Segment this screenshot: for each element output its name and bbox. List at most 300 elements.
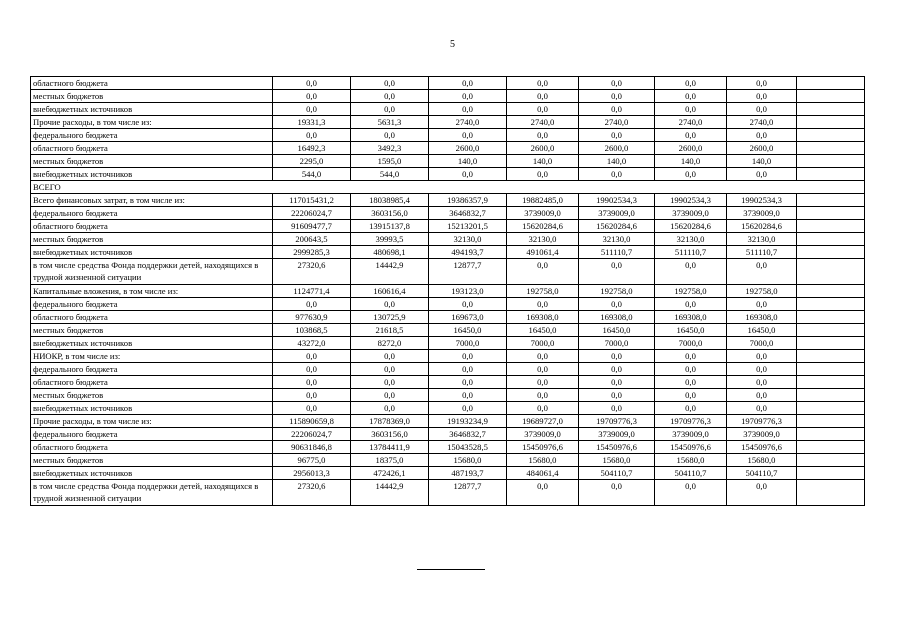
row-label: областного бюджета xyxy=(31,142,273,155)
value-cell: 19709776,3 xyxy=(655,415,727,428)
value-cell: 0,0 xyxy=(273,90,351,103)
value-cell: 544,0 xyxy=(273,168,351,181)
value-cell: 0,0 xyxy=(429,389,507,402)
value-cell: 39993,5 xyxy=(351,233,429,246)
value-cell: 0,0 xyxy=(351,77,429,90)
value-cell: 0,0 xyxy=(727,376,797,389)
value-cell: 91609477,7 xyxy=(273,220,351,233)
value-cell: 0,0 xyxy=(507,259,579,285)
row-label: внебюджетных источников xyxy=(31,337,273,350)
table-row xyxy=(31,441,865,454)
value-cell: 130725,9 xyxy=(351,311,429,324)
value-cell: 0,0 xyxy=(429,77,507,90)
value-cell: 13915137,8 xyxy=(351,220,429,233)
value-cell: 0,0 xyxy=(655,168,727,181)
value-cell: 90631846,8 xyxy=(273,441,351,454)
value-cell: 15450976,6 xyxy=(507,441,579,454)
table-row xyxy=(31,402,865,415)
value-cell: 0,0 xyxy=(351,402,429,415)
value-cell: 0,0 xyxy=(727,259,797,285)
value-cell: 2600,0 xyxy=(655,142,727,155)
value-cell: 0,0 xyxy=(579,402,655,415)
value-cell: 0,0 xyxy=(429,168,507,181)
value-cell: 0,0 xyxy=(655,363,727,376)
row-label: внебюджетных источников xyxy=(31,246,273,259)
value-cell: 3492,3 xyxy=(351,142,429,155)
empty-cell xyxy=(797,259,865,285)
value-cell: 3739009,0 xyxy=(655,207,727,220)
row-label: внебюджетных источников xyxy=(31,402,273,415)
value-cell: 160616,4 xyxy=(351,285,429,298)
value-cell: 0,0 xyxy=(579,363,655,376)
table-row xyxy=(31,207,865,220)
table-row xyxy=(31,311,865,324)
row-label: областного бюджета xyxy=(31,376,273,389)
value-cell: 480698,1 xyxy=(351,246,429,259)
value-cell: 15620284,6 xyxy=(579,220,655,233)
value-cell: 2740,0 xyxy=(579,116,655,129)
value-cell: 15450976,6 xyxy=(655,441,727,454)
row-label: федерального бюджета xyxy=(31,207,273,220)
empty-cell xyxy=(797,415,865,428)
value-cell: 0,0 xyxy=(727,402,797,415)
value-cell: 0,0 xyxy=(655,402,727,415)
value-cell: 0,0 xyxy=(727,90,797,103)
row-label: федерального бюджета xyxy=(31,428,273,441)
value-cell: 7000,0 xyxy=(429,337,507,350)
value-cell: 0,0 xyxy=(655,480,727,506)
value-cell: 0,0 xyxy=(727,480,797,506)
empty-cell xyxy=(797,311,865,324)
row-label: Прочие расходы, в том числе из: xyxy=(31,116,273,129)
value-cell: 32130,0 xyxy=(727,233,797,246)
value-cell: 15680,0 xyxy=(727,454,797,467)
value-cell: 0,0 xyxy=(351,90,429,103)
empty-cell xyxy=(797,168,865,181)
row-label: местных бюджетов xyxy=(31,389,273,402)
value-cell: 140,0 xyxy=(579,155,655,168)
value-cell: 43272,0 xyxy=(273,337,351,350)
row-label: Капитальные вложения, в том числе из: xyxy=(31,285,273,298)
value-cell: 0,0 xyxy=(579,350,655,363)
value-cell: 0,0 xyxy=(579,376,655,389)
value-cell: 2999285,3 xyxy=(273,246,351,259)
value-cell: 3739009,0 xyxy=(507,207,579,220)
value-cell: 0,0 xyxy=(351,298,429,311)
value-cell: 18038985,4 xyxy=(351,194,429,207)
value-cell: 7000,0 xyxy=(727,337,797,350)
value-cell: 504110,7 xyxy=(655,467,727,480)
empty-cell xyxy=(797,90,865,103)
value-cell: 192758,0 xyxy=(727,285,797,298)
value-cell: 19882485,0 xyxy=(507,194,579,207)
value-cell: 0,0 xyxy=(507,168,579,181)
value-cell: 0,0 xyxy=(579,480,655,506)
row-label: в том числе средства Фонда поддержки детей, находящихся в трудной жизненной ситуации xyxy=(31,259,273,285)
row-label: внебюджетных источников xyxy=(31,103,273,116)
value-cell: 200643,5 xyxy=(273,233,351,246)
section-row xyxy=(31,181,865,194)
value-cell: 2740,0 xyxy=(429,116,507,129)
value-cell: 19709776,3 xyxy=(579,415,655,428)
value-cell: 0,0 xyxy=(507,376,579,389)
value-cell: 0,0 xyxy=(507,103,579,116)
empty-cell xyxy=(797,155,865,168)
empty-cell xyxy=(797,376,865,389)
value-cell: 0,0 xyxy=(273,129,351,142)
value-cell: 19709776,3 xyxy=(727,415,797,428)
value-cell: 0,0 xyxy=(655,298,727,311)
table-row xyxy=(31,142,865,155)
value-cell: 3739009,0 xyxy=(655,428,727,441)
value-cell: 484061,4 xyxy=(507,467,579,480)
value-cell: 494193,7 xyxy=(429,246,507,259)
value-cell: 472426,1 xyxy=(351,467,429,480)
value-cell: 15680,0 xyxy=(579,454,655,467)
value-cell: 32130,0 xyxy=(429,233,507,246)
row-label: федерального бюджета xyxy=(31,363,273,376)
value-cell: 16450,0 xyxy=(429,324,507,337)
value-cell: 3603156,0 xyxy=(351,428,429,441)
value-cell: 22206024,7 xyxy=(273,428,351,441)
footnote-divider xyxy=(417,569,485,570)
value-cell: 0,0 xyxy=(727,168,797,181)
value-cell: 140,0 xyxy=(727,155,797,168)
value-cell: 96775,0 xyxy=(273,454,351,467)
empty-cell xyxy=(797,337,865,350)
value-cell: 0,0 xyxy=(351,389,429,402)
value-cell: 0,0 xyxy=(273,298,351,311)
value-cell: 19689727,0 xyxy=(507,415,579,428)
row-label: местных бюджетов xyxy=(31,454,273,467)
value-cell: 3739009,0 xyxy=(579,428,655,441)
row-label: федерального бюджета xyxy=(31,129,273,142)
empty-cell xyxy=(797,389,865,402)
value-cell: 3646832,7 xyxy=(429,207,507,220)
empty-cell xyxy=(797,363,865,376)
value-cell: 16492,3 xyxy=(273,142,351,155)
value-cell: 13784411,9 xyxy=(351,441,429,454)
value-cell: 0,0 xyxy=(727,298,797,311)
value-cell: 504110,7 xyxy=(579,467,655,480)
value-cell: 2600,0 xyxy=(507,142,579,155)
empty-cell xyxy=(797,298,865,311)
value-cell: 0,0 xyxy=(579,90,655,103)
value-cell: 16450,0 xyxy=(507,324,579,337)
value-cell: 0,0 xyxy=(655,103,727,116)
row-label: местных бюджетов xyxy=(31,90,273,103)
value-cell: 2600,0 xyxy=(429,142,507,155)
value-cell: 0,0 xyxy=(655,90,727,103)
value-cell: 115890659,8 xyxy=(273,415,351,428)
value-cell: 2600,0 xyxy=(579,142,655,155)
table-row xyxy=(31,467,865,480)
value-cell: 14442,9 xyxy=(351,480,429,506)
value-cell: 192758,0 xyxy=(655,285,727,298)
value-cell: 0,0 xyxy=(727,389,797,402)
value-cell: 192758,0 xyxy=(579,285,655,298)
value-cell: 0,0 xyxy=(579,259,655,285)
value-cell: 2740,0 xyxy=(727,116,797,129)
value-cell: 511110,7 xyxy=(579,246,655,259)
value-cell: 8272,0 xyxy=(351,337,429,350)
value-cell: 0,0 xyxy=(429,298,507,311)
value-cell: 487193,7 xyxy=(429,467,507,480)
value-cell: 169673,0 xyxy=(429,311,507,324)
value-cell: 15450976,6 xyxy=(579,441,655,454)
value-cell: 19386357,9 xyxy=(429,194,507,207)
value-cell: 0,0 xyxy=(579,103,655,116)
value-cell: 0,0 xyxy=(727,363,797,376)
table-row xyxy=(31,337,865,350)
table-row xyxy=(31,376,865,389)
value-cell: 117015431,2 xyxy=(273,194,351,207)
value-cell: 19902534,3 xyxy=(579,194,655,207)
value-cell: 0,0 xyxy=(507,90,579,103)
value-cell: 0,0 xyxy=(655,376,727,389)
value-cell: 0,0 xyxy=(273,350,351,363)
value-cell: 22206024,7 xyxy=(273,207,351,220)
page-number: 5 xyxy=(450,39,455,50)
empty-cell xyxy=(797,194,865,207)
value-cell: 169308,0 xyxy=(579,311,655,324)
row-label: НИОКР, в том числе из: xyxy=(31,350,273,363)
empty-cell xyxy=(797,285,865,298)
row-label: местных бюджетов xyxy=(31,233,273,246)
empty-cell xyxy=(797,324,865,337)
value-cell: 1124771,4 xyxy=(273,285,351,298)
value-cell: 0,0 xyxy=(429,376,507,389)
value-cell: 16450,0 xyxy=(727,324,797,337)
value-cell: 2295,0 xyxy=(273,155,351,168)
empty-cell xyxy=(797,129,865,142)
value-cell: 18375,0 xyxy=(351,454,429,467)
value-cell: 0,0 xyxy=(429,129,507,142)
table-row xyxy=(31,285,865,298)
value-cell: 0,0 xyxy=(579,389,655,402)
value-cell: 7000,0 xyxy=(655,337,727,350)
value-cell: 169308,0 xyxy=(727,311,797,324)
empty-cell xyxy=(797,220,865,233)
value-cell: 0,0 xyxy=(655,259,727,285)
value-cell: 0,0 xyxy=(351,103,429,116)
value-cell: 27320,6 xyxy=(273,259,351,285)
value-cell: 2740,0 xyxy=(655,116,727,129)
value-cell: 19902534,3 xyxy=(655,194,727,207)
row-label: местных бюджетов xyxy=(31,155,273,168)
value-cell: 15620284,6 xyxy=(655,220,727,233)
financing-table xyxy=(30,76,865,506)
value-cell: 0,0 xyxy=(351,129,429,142)
value-cell: 3739009,0 xyxy=(727,207,797,220)
value-cell: 977630,9 xyxy=(273,311,351,324)
value-cell: 0,0 xyxy=(507,402,579,415)
value-cell: 169308,0 xyxy=(655,311,727,324)
value-cell: 7000,0 xyxy=(507,337,579,350)
empty-cell xyxy=(797,142,865,155)
value-cell: 0,0 xyxy=(429,363,507,376)
value-cell: 14442,9 xyxy=(351,259,429,285)
value-cell: 3739009,0 xyxy=(727,428,797,441)
value-cell: 0,0 xyxy=(579,77,655,90)
table-row xyxy=(31,77,865,90)
empty-cell xyxy=(797,441,865,454)
table-row xyxy=(31,363,865,376)
value-cell: 0,0 xyxy=(273,389,351,402)
empty-cell xyxy=(797,350,865,363)
value-cell: 0,0 xyxy=(507,363,579,376)
value-cell: 511110,7 xyxy=(727,246,797,259)
table-row xyxy=(31,155,865,168)
value-cell: 27320,6 xyxy=(273,480,351,506)
value-cell: 15043528,5 xyxy=(429,441,507,454)
value-cell: 0,0 xyxy=(727,77,797,90)
row-label: областного бюджета xyxy=(31,311,273,324)
value-cell: 7000,0 xyxy=(579,337,655,350)
value-cell: 0,0 xyxy=(727,103,797,116)
table-row xyxy=(31,129,865,142)
value-cell: 0,0 xyxy=(429,350,507,363)
value-cell: 0,0 xyxy=(507,77,579,90)
value-cell: 0,0 xyxy=(351,363,429,376)
value-cell: 0,0 xyxy=(351,376,429,389)
empty-cell xyxy=(797,233,865,246)
table-row xyxy=(31,116,865,129)
row-label: областного бюджета xyxy=(31,77,273,90)
value-cell: 0,0 xyxy=(727,350,797,363)
empty-cell xyxy=(797,402,865,415)
value-cell: 32130,0 xyxy=(579,233,655,246)
section-label: ВСЕГО xyxy=(31,181,865,194)
value-cell: 32130,0 xyxy=(507,233,579,246)
value-cell: 0,0 xyxy=(273,103,351,116)
value-cell: 1595,0 xyxy=(351,155,429,168)
value-cell: 19193234,9 xyxy=(429,415,507,428)
value-cell: 192758,0 xyxy=(507,285,579,298)
value-cell: 12877,7 xyxy=(429,259,507,285)
table-row xyxy=(31,324,865,337)
value-cell: 19331,3 xyxy=(273,116,351,129)
value-cell: 5631,3 xyxy=(351,116,429,129)
row-label: в том числе средства Фонда поддержки детей, находящихся в трудной жизненной ситуации xyxy=(31,480,273,506)
table-row xyxy=(31,350,865,363)
row-label: внебюджетных источников xyxy=(31,467,273,480)
value-cell: 0,0 xyxy=(727,129,797,142)
value-cell: 15680,0 xyxy=(507,454,579,467)
table-row xyxy=(31,454,865,467)
row-label: областного бюджета xyxy=(31,441,273,454)
empty-cell xyxy=(797,467,865,480)
value-cell: 0,0 xyxy=(273,402,351,415)
empty-cell xyxy=(797,207,865,220)
row-label: федерального бюджета xyxy=(31,298,273,311)
value-cell: 21618,5 xyxy=(351,324,429,337)
table-row xyxy=(31,90,865,103)
table-row xyxy=(31,298,865,311)
row-label: Всего финансовых затрат, в том числе из: xyxy=(31,194,273,207)
value-cell: 0,0 xyxy=(429,103,507,116)
value-cell: 15450976,6 xyxy=(727,441,797,454)
value-cell: 15213201,5 xyxy=(429,220,507,233)
value-cell: 0,0 xyxy=(655,350,727,363)
value-cell: 544,0 xyxy=(351,168,429,181)
table-row xyxy=(31,415,865,428)
value-cell: 193123,0 xyxy=(429,285,507,298)
value-cell: 0,0 xyxy=(655,77,727,90)
value-cell: 0,0 xyxy=(507,129,579,142)
value-cell: 0,0 xyxy=(273,363,351,376)
value-cell: 169308,0 xyxy=(507,311,579,324)
value-cell: 511110,7 xyxy=(655,246,727,259)
row-label: внебюджетных источников xyxy=(31,168,273,181)
empty-cell xyxy=(797,428,865,441)
row-label: Прочие расходы, в том числе из: xyxy=(31,415,273,428)
value-cell: 504110,7 xyxy=(727,467,797,480)
table-row xyxy=(31,220,865,233)
empty-cell xyxy=(797,103,865,116)
empty-cell xyxy=(797,246,865,259)
value-cell: 19902534,3 xyxy=(727,194,797,207)
empty-cell xyxy=(797,116,865,129)
value-cell: 15680,0 xyxy=(429,454,507,467)
value-cell: 0,0 xyxy=(655,129,727,142)
value-cell: 140,0 xyxy=(507,155,579,168)
table-row xyxy=(31,103,865,116)
value-cell: 0,0 xyxy=(507,298,579,311)
value-cell: 103868,5 xyxy=(273,324,351,337)
value-cell: 0,0 xyxy=(579,129,655,142)
value-cell: 2956013,3 xyxy=(273,467,351,480)
value-cell: 15680,0 xyxy=(655,454,727,467)
table-row xyxy=(31,389,865,402)
value-cell: 3739009,0 xyxy=(507,428,579,441)
value-cell: 0,0 xyxy=(579,298,655,311)
value-cell: 2600,0 xyxy=(727,142,797,155)
value-cell: 3603156,0 xyxy=(351,207,429,220)
empty-cell xyxy=(797,77,865,90)
table-row xyxy=(31,194,865,207)
value-cell: 491061,4 xyxy=(507,246,579,259)
value-cell: 2740,0 xyxy=(507,116,579,129)
value-cell: 32130,0 xyxy=(655,233,727,246)
value-cell: 0,0 xyxy=(429,402,507,415)
empty-cell xyxy=(797,454,865,467)
value-cell: 0,0 xyxy=(429,90,507,103)
table-row xyxy=(31,168,865,181)
value-cell: 3646832,7 xyxy=(429,428,507,441)
table-row xyxy=(31,428,865,441)
value-cell: 17878369,0 xyxy=(351,415,429,428)
value-cell: 140,0 xyxy=(429,155,507,168)
row-label: местных бюджетов xyxy=(31,324,273,337)
value-cell: 16450,0 xyxy=(579,324,655,337)
value-cell: 15620284,6 xyxy=(727,220,797,233)
table-row xyxy=(31,480,865,506)
value-cell: 0,0 xyxy=(507,350,579,363)
value-cell: 140,0 xyxy=(655,155,727,168)
value-cell: 0,0 xyxy=(351,350,429,363)
value-cell: 12877,7 xyxy=(429,480,507,506)
value-cell: 0,0 xyxy=(579,168,655,181)
empty-cell xyxy=(797,480,865,506)
table-row xyxy=(31,233,865,246)
value-cell: 0,0 xyxy=(507,389,579,402)
row-label: областного бюджета xyxy=(31,220,273,233)
value-cell: 0,0 xyxy=(273,77,351,90)
value-cell: 0,0 xyxy=(273,376,351,389)
table-row xyxy=(31,246,865,259)
value-cell: 0,0 xyxy=(507,480,579,506)
